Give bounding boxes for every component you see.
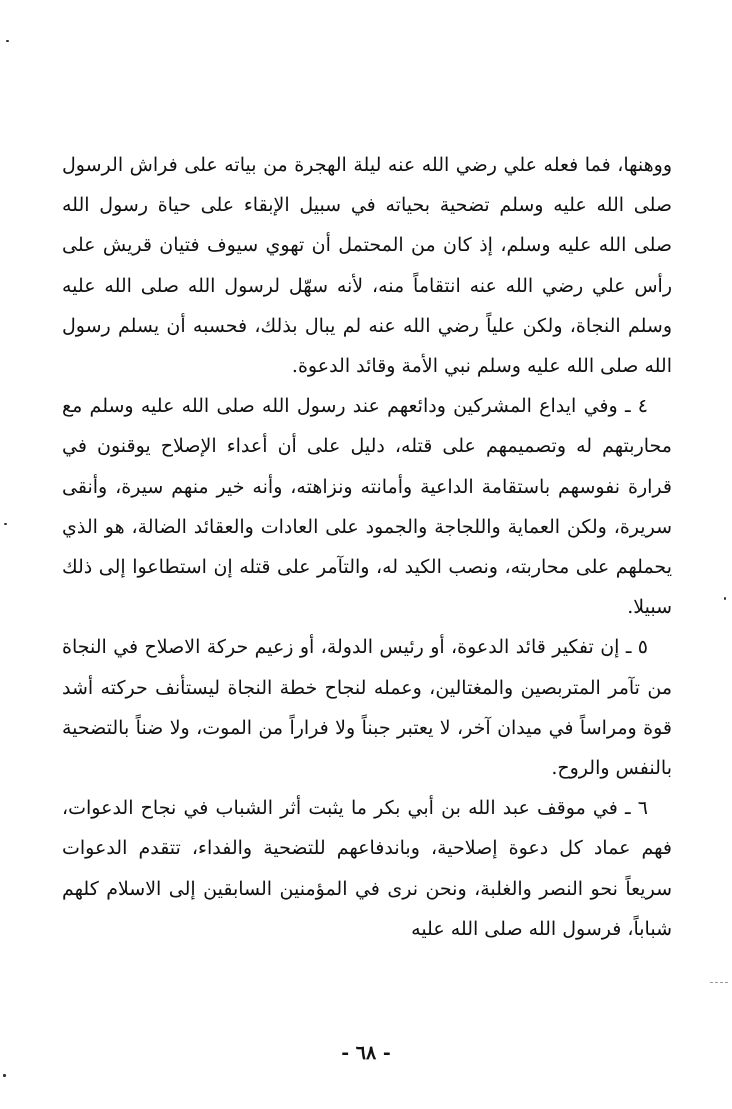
paragraph-point-6: ٦ ـ في موقف عبد الله بن أبي بكر ما يثبت أثر الشباب في نجاح الدعوات، فهم عماد كل دعوة إصلاحية، وباندفاعهم للتضحية والفداء، تتقدم الدعوات سريعاً نحو النصر والغلبة، ونحن نرى في المؤمنين السابقين إلى الاسلام كلهم شباباً، فرسول الله صلى الله عليه <box>62 797 672 940</box>
paragraph-continuation: ووهنها، فما فعله علي رضي الله عنه ليلة الهجرة من بياته على فراش الرسول صلى الله عليه وسلم تضحية بحياته في سبيل الإبقاء على حياة رسول الله صلى الله عليه وسلم، إذ كان من المحتمل أن تهوي سيوف فتيان قريش على رأس علي رضي الله عنه انتقاماً منه، لأنه سهّل لرسول الله صلى الله عليه وسلم النجاة، ولكن علياً رضي الله عنه لم يبال بذلك، فحسبه أن يسلم رسول الله صلى الله عليه وسلم نبي الأمة وقائد الدعوة. <box>62 154 672 378</box>
scan-speck <box>724 597 726 600</box>
scan-speck <box>6 40 9 42</box>
scan-speck <box>4 523 7 525</box>
page-number: - ٦٨ - <box>341 1042 391 1064</box>
paragraph-point-4: ٤ ـ وفي ايداع المشركين ودائعهم عند رسول الله صلى الله عليه وسلم مع محاربتهم له وتصميمهم على قتله، دليل على أن أعداء الإصلاح يوقنون في قرارة نفوسهم باستقامة الداعية وأمانته ونزاهته، وأنه خير منهم سيرة، وأنقى سريرة، ولكن العماية واللجاجة والجمود على العادات والعقائد الضالة، هو الذي يحملهم على محاربته، ونصب الكيد له، والتآمر على قتله إن استطاعوا إلى ذلك سبيلا. <box>62 395 672 619</box>
scan-speck <box>3 1074 6 1077</box>
scan-mark <box>710 982 728 984</box>
paragraph-point-5: ٥ ـ إن تفكير قائد الدعوة، أو رئيس الدولة، أو زعيم حركة الاصلاح في النجاة من تآمر المتربصين والمغتالين، وعمله لنجاح خطة النجاة ليستأنف حركته أشد قوة ومراساً في ميدان آخر، لا يعتبر جبناً ولا فراراً من الموت، ولا ضناً بالتضحية بالنفس والروح. <box>62 636 672 780</box>
body-text <box>62 145 672 949</box>
